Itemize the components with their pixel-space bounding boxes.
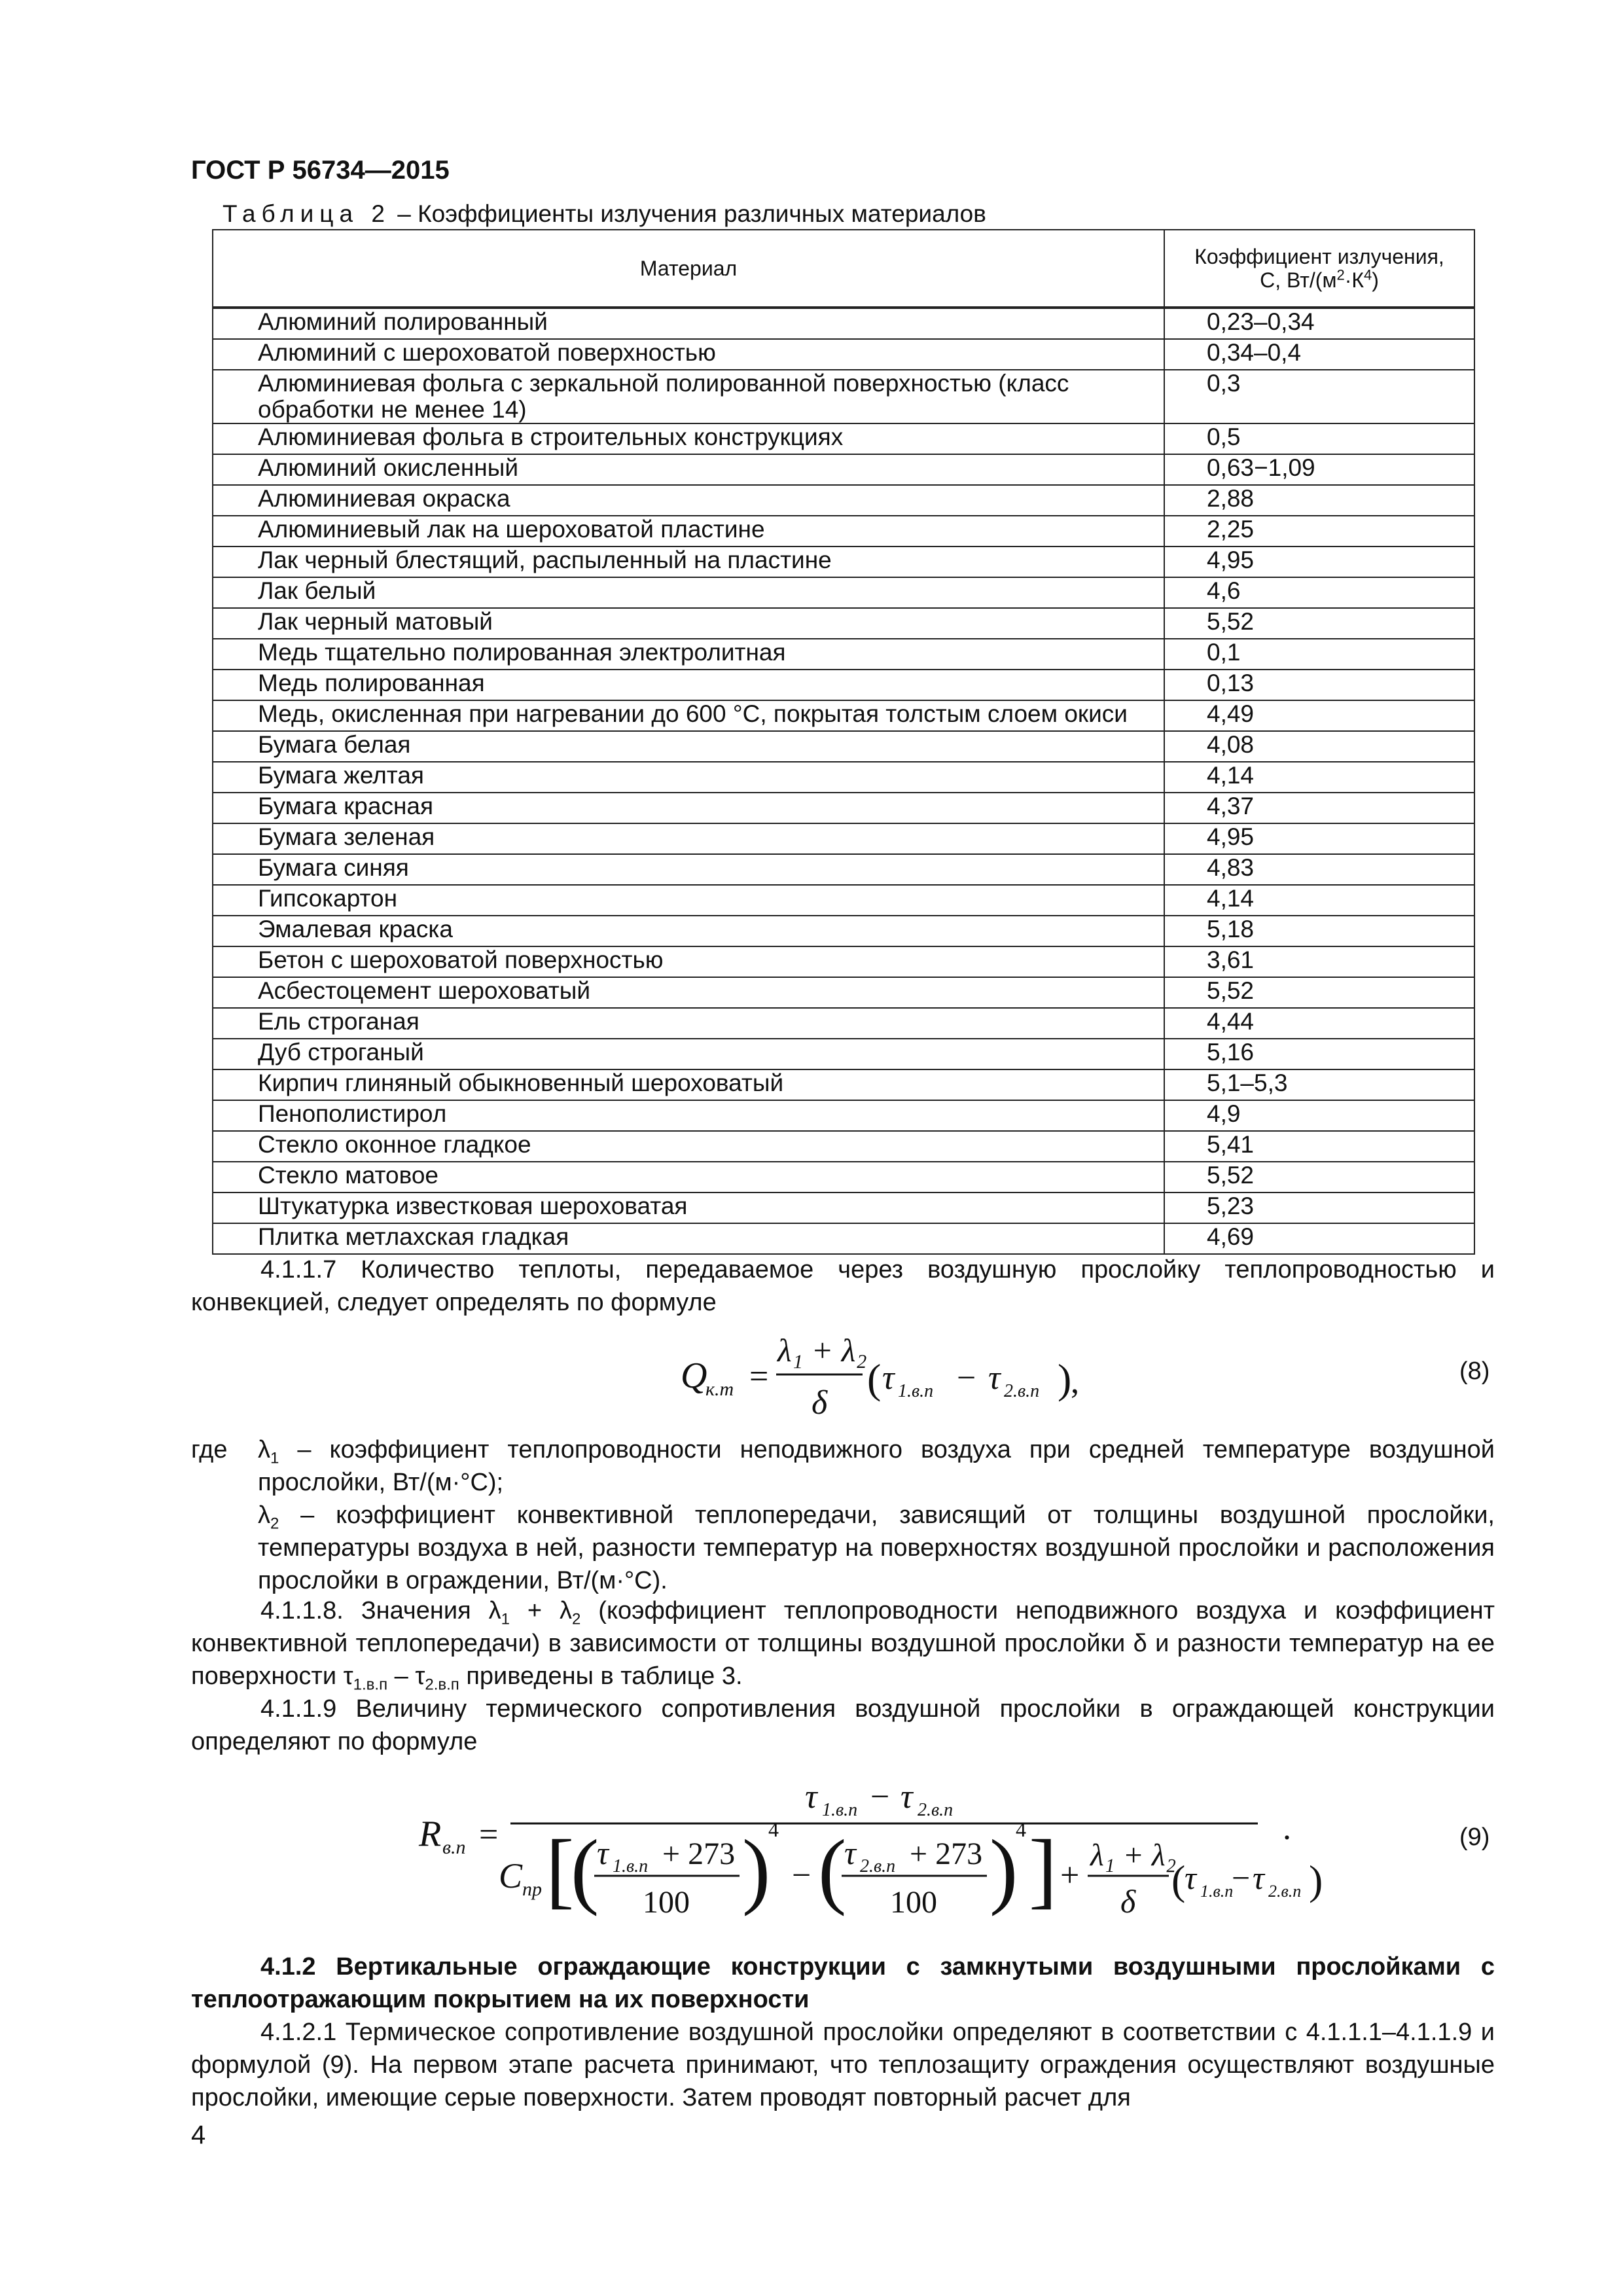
- material-cell: Алюминий окисленный: [213, 454, 1164, 485]
- table-row: [213, 946, 1474, 977]
- table-row: [213, 1008, 1474, 1039]
- material-cell: Бумага желтая: [213, 762, 1164, 793]
- coefficient-cell: 5,52: [1164, 608, 1474, 639]
- document-header: ГОСТ Р 56734—2015: [191, 156, 450, 185]
- svg-text:=: =: [479, 1816, 499, 1854]
- paragraph-4-1-1-7: 4.1.1.7 Количество теплоты, передаваемое через воздушную прослойку теплопроводностью и конвекцией, следует определять по формуле: [191, 1256, 1495, 1316]
- table-row: [213, 823, 1474, 854]
- table-row: [213, 485, 1474, 516]
- page-number: 4: [191, 2121, 206, 2149]
- svg-text:.: .: [1283, 1810, 1291, 1847]
- material-cell: Медь, окисленная при нагревании до 600 °С, покрытая толстым слоем окиси: [213, 700, 1164, 731]
- svg-text:(: (: [818, 1823, 847, 1917]
- table-row: [213, 1069, 1474, 1100]
- svg-text:+ 273: + 273: [662, 1837, 736, 1871]
- coefficient-cell: 5,23: [1164, 1193, 1474, 1223]
- material-cell: Бумага синяя: [213, 854, 1164, 885]
- table-row: [213, 547, 1474, 577]
- svg-text:−: −: [870, 1778, 890, 1816]
- svg-text:4: 4: [1016, 1818, 1026, 1841]
- material-cell: Эмалевая краска: [213, 916, 1164, 946]
- table-row: [213, 1193, 1474, 1223]
- svg-text:τ: τ: [1253, 1859, 1264, 1896]
- table-caption: [223, 200, 986, 228]
- table-row: [213, 516, 1474, 547]
- material-cell: Гипсокартон: [213, 885, 1164, 916]
- table-row: [213, 339, 1474, 370]
- svg-text:C: C: [499, 1856, 523, 1895]
- coefficient-cell: 5,52: [1164, 1162, 1474, 1193]
- svg-text:−: −: [957, 1359, 976, 1397]
- svg-text:−: −: [792, 1857, 812, 1894]
- coefficient-cell: 4,83: [1164, 854, 1474, 885]
- paragraph-4-1-1-9: 4.1.1.9 Величину термического сопротивления воздушной прослойки в ограждающей конструкции определяют по формуле: [191, 1695, 1495, 1755]
- table-row: [213, 308, 1474, 339]
- formula-8-denominator: δ: [812, 1384, 828, 1420]
- emissivity-table: [212, 229, 1475, 1255]
- material-cell: Медь полированная: [213, 670, 1164, 700]
- column-header-coefficient: [1164, 230, 1474, 308]
- coefficient-cell: 2,25: [1164, 516, 1474, 547]
- svg-text:+: +: [1060, 1857, 1080, 1894]
- table-row: [213, 854, 1474, 885]
- coefficient-cell: 5,41: [1164, 1131, 1474, 1162]
- definition-lambda2: $\lambda_2$ – коэффициент конвективной теплопередачи, зависящий от толщины воздушной прослойки, температуры воздуха в ней, разности температур на поверхностях воздушной прослойки и расположения прослойки в ограждении, Вт/(м·°С).: [258, 1501, 1495, 1594]
- material-cell: Бетон с шероховатой поверхностью: [213, 946, 1164, 977]
- svg-text:1.в.п: 1.в.п: [822, 1800, 858, 1820]
- coefficient-cell: 0,63−1,09: [1164, 454, 1474, 485]
- material-cell: Стекло оконное гладкое: [213, 1131, 1164, 1162]
- table-row: [213, 577, 1474, 608]
- svg-text:τ: τ: [901, 1778, 913, 1816]
- material-cell: Пенополистирол: [213, 1100, 1164, 1131]
- material-cell: Алюминиевая фольга в строительных конструкциях: [213, 423, 1164, 454]
- svg-text:): ): [742, 1823, 771, 1917]
- table-row: [213, 793, 1474, 823]
- material-cell: Алюминиевая окраска: [213, 485, 1164, 516]
- svg-text:2.в.п: 2.в.п: [1004, 1381, 1040, 1401]
- coef-header-line1: Коэффициент излучения,: [1194, 245, 1444, 268]
- table-row: [213, 1039, 1474, 1069]
- material-cell: Дуб строганый: [213, 1039, 1164, 1069]
- coefficient-cell: 4,14: [1164, 885, 1474, 916]
- coefficient-cell: 5,16: [1164, 1039, 1474, 1069]
- formula-8-number: (8): [1459, 1357, 1490, 1385]
- svg-text:1.в.п: 1.в.п: [1200, 1882, 1234, 1901]
- table-row: [213, 700, 1474, 731]
- formula-9-number: (9): [1459, 1823, 1490, 1851]
- formula-8-lhs: Q: [681, 1355, 707, 1396]
- paragraph-4-1-2-1: 4.1.2.1 Термическое сопротивление воздушной прослойки определяют в соответствии с 4.1.1.1–4.1.1.9 и формулой (9). На первом этапе расчета принимают, что теплозащиту ограждения осуществляют воздушные прослойки, имеющие серые поверхности. Затем проводят повторный расчет для: [191, 2018, 1495, 2111]
- section-4-1-2-heading: 4.1.2 Вертикальные ограждающие конструкции с замкнутыми воздушными прослойками с теплоотражающим покрытием на их поверхности: [191, 1953, 1495, 2013]
- table-row: [213, 762, 1474, 793]
- table-row: [213, 639, 1474, 670]
- material-cell: Штукатурка известковая шероховатая: [213, 1193, 1164, 1223]
- svg-text:100: 100: [643, 1885, 690, 1920]
- svg-text:,: ,: [1071, 1363, 1079, 1401]
- svg-text:−: −: [1232, 1859, 1251, 1896]
- formula-8-definitions: [191, 1433, 1495, 1597]
- material-cell: Алюминий полированный: [213, 308, 1164, 339]
- svg-text:τ: τ: [1185, 1859, 1196, 1896]
- material-cell: Лак черный блестящий, распыленный на пластине: [213, 547, 1164, 577]
- formula-9-lhs: R: [419, 1814, 442, 1854]
- svg-text:τ: τ: [882, 1359, 895, 1397]
- coefficient-cell: 4,95: [1164, 547, 1474, 577]
- svg-text:(: (: [867, 1355, 882, 1402]
- svg-text:100: 100: [890, 1885, 937, 1920]
- table-row: [213, 1100, 1474, 1131]
- table-row: [213, 1223, 1474, 1254]
- formula-8-lhs-sub: к.т: [705, 1378, 734, 1400]
- material-cell: Лак белый: [213, 577, 1164, 608]
- coefficient-cell: 4,9: [1164, 1100, 1474, 1131]
- formula-8-numerator: λ₁ + λ₂: [777, 1332, 867, 1369]
- definition-lambda1: где $\lambda_1$ – коэффициент теплопроводности неподвижного воздуха при средней температуре воздушной прослойки, Вт/(м·°С);: [191, 1436, 1495, 1496]
- svg-text:1.в.п: 1.в.п: [898, 1381, 934, 1401]
- table-row: [213, 423, 1474, 454]
- svg-text:(: (: [571, 1823, 599, 1917]
- svg-text:]: ]: [1029, 1823, 1058, 1917]
- svg-text:τ: τ: [597, 1835, 609, 1871]
- table-caption-number: Таблица 2: [223, 200, 391, 227]
- svg-text:в.п: в.п: [442, 1837, 466, 1858]
- material-cell: Ель строганая: [213, 1008, 1164, 1039]
- table-row: [213, 370, 1474, 423]
- coefficient-cell: 0,5: [1164, 423, 1474, 454]
- coefficient-cell: 4,37: [1164, 793, 1474, 823]
- table-header-row: [213, 230, 1474, 308]
- material-cell: Асбестоцемент шероховатый: [213, 977, 1164, 1008]
- material-cell: Бумага белая: [213, 731, 1164, 762]
- svg-text:1.в.п: 1.в.п: [613, 1856, 649, 1876]
- material-cell: Медь тщательно полированная электролитная: [213, 639, 1164, 670]
- svg-text:2.в.п: 2.в.п: [860, 1856, 896, 1876]
- svg-text:λ₁ + λ₂: λ₁ + λ₂: [1090, 1838, 1177, 1873]
- coef-header-line2: С, $Вт/(м^2\cdot К^4)$: [1260, 266, 1379, 292]
- column-header-material: Материал: [213, 230, 1164, 308]
- svg-text:+ 273: + 273: [910, 1837, 983, 1871]
- table-row: [213, 731, 1474, 762]
- table-row: [213, 916, 1474, 946]
- coefficient-cell: 0,1: [1164, 639, 1474, 670]
- coefficient-cell: 4,49: [1164, 700, 1474, 731]
- svg-text:[: [: [546, 1823, 575, 1917]
- coefficient-cell: 5,52: [1164, 977, 1474, 1008]
- coefficient-cell: 4,95: [1164, 823, 1474, 854]
- svg-text:τ: τ: [988, 1359, 1001, 1397]
- svg-text:(: (: [1171, 1857, 1186, 1903]
- paragraph-4-1-1-8: 4.1.1.8. Значения $\lambda_1 + \lambda_2$ (коэффициент теплопроводности неподвижного воздуха и коэффициент конвективной теплопередачи) в зависимости от толщины воздушной прослойки δ и разности температур на ее поверхности $\tau_{1.в.п} - \tau_{2.в.п}$ приведены в таблице 3.: [191, 1597, 1495, 1694]
- coefficient-cell: 5,18: [1164, 916, 1474, 946]
- material-cell: Алюминий с шероховатой поверхностью: [213, 339, 1164, 370]
- coefficient-cell: 4,69: [1164, 1223, 1474, 1254]
- coefficient-cell: 0,13: [1164, 670, 1474, 700]
- svg-text:): ): [1309, 1857, 1323, 1903]
- coefficient-cell: 2,88: [1164, 485, 1474, 516]
- svg-text:δ: δ: [1120, 1883, 1136, 1920]
- table-row: [213, 454, 1474, 485]
- coefficient-cell: 4,6: [1164, 577, 1474, 608]
- coefficient-cell: 4,14: [1164, 762, 1474, 793]
- material-cell: Плитка метлахская гладкая: [213, 1223, 1164, 1254]
- material-cell: Бумага зеленая: [213, 823, 1164, 854]
- table-row: [213, 608, 1474, 639]
- coefficient-cell: 0,23–0,34: [1164, 308, 1474, 339]
- svg-text:пр: пр: [522, 1878, 542, 1900]
- coefficient-cell: 4,08: [1164, 731, 1474, 762]
- table-row: [213, 977, 1474, 1008]
- svg-text:2.в.п: 2.в.п: [918, 1800, 954, 1820]
- formula-8: [654, 1322, 1113, 1420]
- material-cell: Бумага красная: [213, 793, 1164, 823]
- svg-text:=: =: [749, 1358, 769, 1395]
- formula-9: [406, 1774, 1335, 1924]
- table-row: [213, 1131, 1474, 1162]
- material-cell: Алюминиевый лак на шероховатой пластине: [213, 516, 1164, 547]
- table-row: [213, 885, 1474, 916]
- material-cell: Стекло матовое: [213, 1162, 1164, 1193]
- material-cell: Кирпич глиняный обыкновенный шероховатый: [213, 1069, 1164, 1100]
- material-cell: Алюминиевая фольга с зеркальной полированной поверхностью (класс обработки не менее 14): [213, 370, 1164, 423]
- coefficient-cell: 4,44: [1164, 1008, 1474, 1039]
- material-cell: Лак черный матовый: [213, 608, 1164, 639]
- svg-text:2.в.п: 2.в.п: [1268, 1882, 1302, 1901]
- coefficient-cell: 5,1–5,3: [1164, 1069, 1474, 1100]
- table-row: [213, 1162, 1474, 1193]
- svg-text:τ: τ: [844, 1835, 856, 1871]
- svg-text:4: 4: [768, 1818, 779, 1841]
- table-row: [213, 670, 1474, 700]
- coefficient-cell: 3,61: [1164, 946, 1474, 977]
- coefficient-cell: 0,3: [1164, 370, 1474, 423]
- coefficient-cell: 0,34–0,4: [1164, 339, 1474, 370]
- svg-text:): ): [990, 1823, 1018, 1917]
- table-caption-text: – Коэффициенты излучения различных материалов: [390, 200, 986, 227]
- svg-text:τ: τ: [805, 1778, 817, 1816]
- svg-text:): ): [1058, 1355, 1072, 1402]
